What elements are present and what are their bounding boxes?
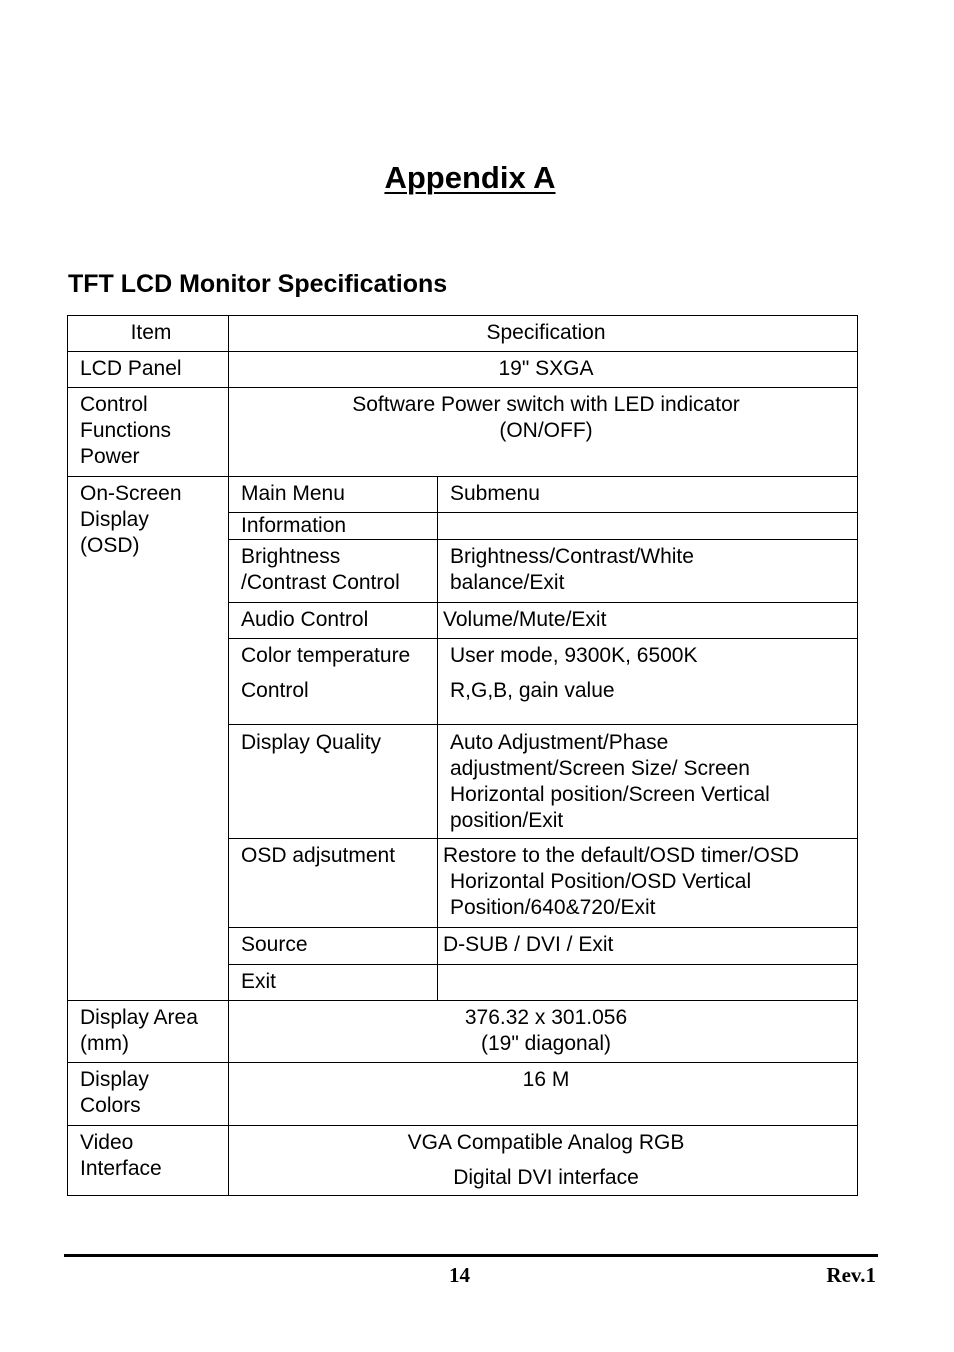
header-item: Item (68, 316, 229, 352)
row-value (229, 1126, 858, 1196)
label-line: (mm) (80, 1032, 129, 1055)
label-line: Functions (80, 419, 172, 442)
value-line: (ON/OFF) (499, 419, 593, 442)
osd-menu-cell: Information (229, 513, 438, 540)
line-gap (450, 669, 851, 678)
submenu-line: User mode, 9300K, 6500K (450, 644, 698, 667)
osd-menu-cell: Main Menu (229, 477, 438, 513)
row-label: LCD Panel (68, 352, 229, 388)
osd-submenu-cell (438, 839, 858, 928)
osd-menu-cell: Display Quality (229, 725, 438, 839)
value-line: (19" diagonal) (480, 1032, 612, 1055)
row-label (68, 477, 229, 1001)
submenu-line: Auto Adjustment/Phase (450, 731, 669, 754)
row-label (68, 388, 229, 477)
label-line: Display Area (80, 1006, 198, 1029)
line-gap (241, 1156, 851, 1165)
label-line: Video (80, 1131, 134, 1154)
osd-submenu-cell: Submenu (438, 477, 858, 513)
value-line: 376.32 x 301.056 (464, 1006, 628, 1029)
row-value: 19" SXGA (229, 352, 858, 388)
osd-menu-cell: Source (229, 928, 438, 965)
label-line: (OSD) (80, 534, 140, 557)
value-line: Digital DVI interface (453, 1166, 639, 1189)
footer-rule (64, 1254, 878, 1257)
section-title: TFT LCD Monitor Specifications (68, 270, 448, 298)
osd-submenu-cell: Volume/Mute/Exit (438, 603, 858, 639)
label-line: Colors (80, 1094, 141, 1117)
table-row (68, 352, 858, 388)
label-line: On-Screen (80, 482, 182, 505)
table-header-row (68, 316, 858, 352)
table-row (68, 388, 858, 477)
osd-menu-cell: Audio Control (229, 603, 438, 639)
submenu-line: Restore to the default/OSD timer/OSD (443, 844, 799, 867)
value-line: Software Power switch with LED indicator (352, 393, 740, 416)
header-spec: Specification (229, 316, 858, 352)
submenu-line: Position/640&720/Exit (450, 896, 656, 919)
osd-submenu-cell (438, 540, 858, 603)
osd-menu-cell: Exit (229, 965, 438, 1001)
table-row (68, 1126, 858, 1196)
row-value (229, 1001, 858, 1063)
osd-submenu-cell (438, 965, 858, 1001)
submenu-line: balance/Exit (450, 571, 565, 594)
osd-submenu-cell: D-SUB / DVI / Exit (438, 928, 858, 965)
submenu-line: adjustment/Screen Size/ Screen (450, 757, 750, 780)
page-number: 14 (449, 1263, 470, 1287)
submenu-line: Brightness/Contrast/White (450, 545, 694, 568)
row-value (229, 388, 858, 477)
submenu-line: Horizontal Position/OSD Vertical (450, 870, 752, 893)
label-line: Power (80, 445, 140, 468)
spec-table (67, 315, 858, 1196)
label-line: Control (80, 393, 148, 416)
line-gap (241, 669, 431, 678)
menu-line: /Contrast Control (241, 571, 400, 594)
row-value: 16 M (229, 1063, 858, 1126)
label-line: Display (80, 508, 149, 531)
table-row (68, 1001, 858, 1063)
label-line: Interface (80, 1157, 162, 1180)
page-title: Appendix A (384, 160, 556, 195)
value-line: VGA Compatible Analog RGB (407, 1131, 685, 1154)
submenu-line: R,G,B, gain value (450, 679, 615, 702)
osd-submenu-cell (438, 725, 858, 839)
osd-menu-cell (229, 540, 438, 603)
row-label (68, 1063, 229, 1126)
row-label (68, 1126, 229, 1196)
osd-menu-cell: OSD adjsutment (229, 839, 438, 928)
row-label (68, 1001, 229, 1063)
menu-line: Color temperature (241, 644, 411, 667)
osd-menu-cell (229, 639, 438, 725)
table-row (68, 477, 858, 513)
table-row (68, 1063, 858, 1126)
label-line: Display (80, 1068, 149, 1091)
osd-submenu-cell (438, 513, 858, 540)
osd-submenu-cell (438, 639, 858, 725)
menu-line: Control (241, 679, 309, 702)
submenu-line: Horizontal position/Screen Vertical (450, 783, 770, 806)
submenu-line: position/Exit (450, 809, 564, 832)
revision-label: Rev.1 (826, 1263, 876, 1287)
menu-line: Brightness (241, 545, 341, 568)
